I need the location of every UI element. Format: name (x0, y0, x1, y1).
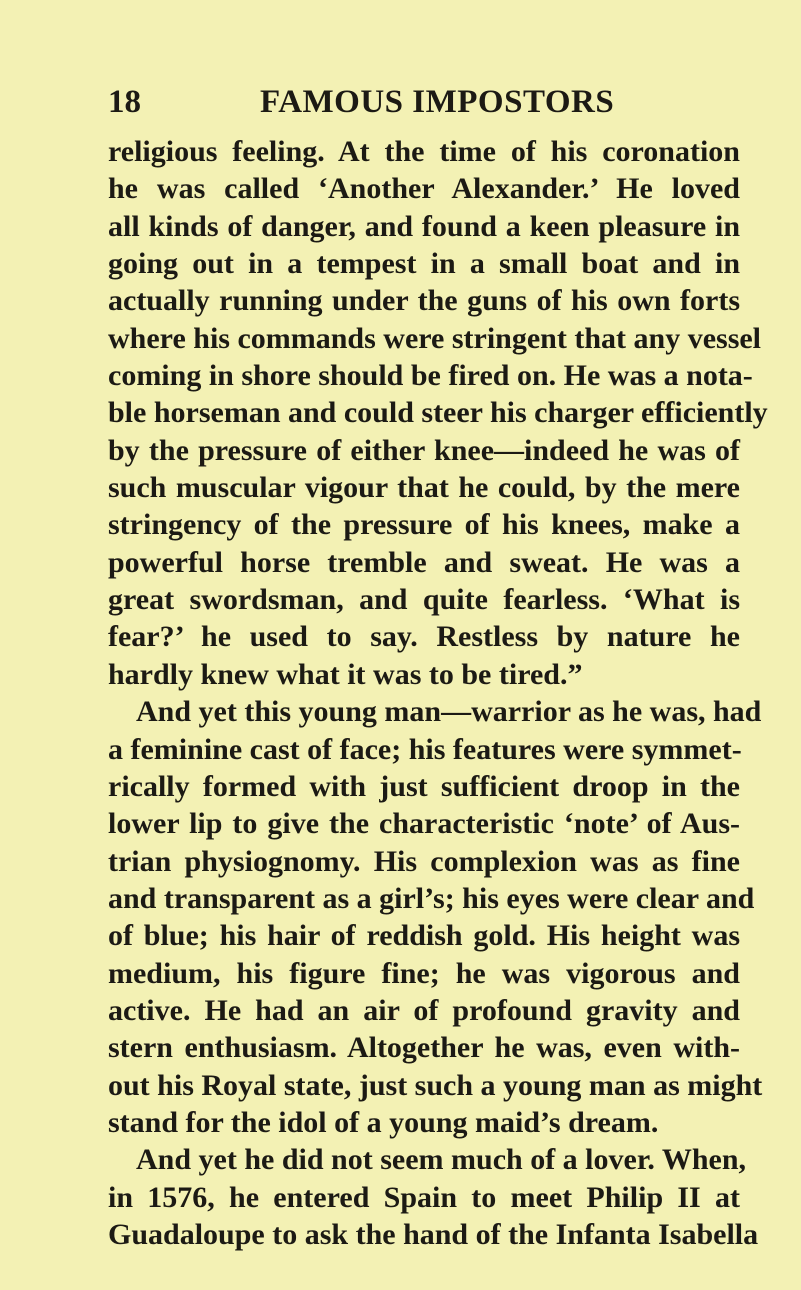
text-line: all kinds of danger, and found a keen pleasure in (108, 209, 740, 243)
text-line: And yet this young man—warrior as he was, had (136, 695, 762, 729)
text-line: of blue; his hair of reddish gold. His height was (108, 919, 740, 953)
text-line: going out in a tempest in a small boat and in (108, 247, 740, 281)
text-line: great swordsman, and quite fearless. ‘What is (108, 583, 740, 617)
text-line: And yet he did not seem much of a lover. When, (136, 1143, 747, 1177)
text-line: rically formed with just sufficient droop in the (108, 769, 740, 803)
page-number: 18 (108, 84, 141, 120)
text-line: hardly knew what it was to be tired.” (108, 657, 583, 691)
text-line: and transparent as a girl’s; his eyes were clear and (108, 881, 755, 915)
text-line: in 1576, he entered Spain to meet Philip II at (108, 1180, 740, 1214)
text-line: fear?’ he used to say. Restless by nature he (108, 620, 740, 654)
text-line: active. He had an air of profound gravity and (108, 993, 740, 1027)
text-line: lower lip to give the characteristic ‘note’ of Aus- (108, 807, 740, 841)
text-line: a feminine cast of face; his features were symmet- (108, 732, 742, 766)
text-line: stringency of the pressure of his knees, make a (108, 508, 740, 542)
text-line: actually running under the guns of his own forts (108, 284, 740, 318)
text-line: coming in shore should be fired on. He was a nota- (108, 359, 753, 393)
text-line: religious feeling. At the time of his coronation (108, 135, 740, 168)
text-line: such muscular vigour that he could, by the mere (108, 471, 740, 505)
text-line: powerful horse tremble and sweat. He was a (108, 545, 740, 579)
text-line: out his Royal state, just such a young man as might (108, 1068, 763, 1102)
text-line: trian physiognomy. His complexion was as fine (108, 844, 740, 878)
text-line: stern enthusiasm. Altogether he was, even with- (108, 1031, 740, 1065)
text-line: stand for the idol of a young maid’s dream. (108, 1105, 659, 1139)
text-line: Guadaloupe to ask the hand of the Infanta Isabella (108, 1217, 759, 1251)
text-line: medium, his figure fine; he was vigorous and (108, 956, 740, 990)
running-title: FAMOUS IMPOSTORS (260, 84, 615, 120)
text-line: ble horseman and could steer his charger efficiently (108, 396, 768, 430)
text-line: by the pressure of either knee—indeed he was of (108, 433, 740, 467)
body-text (108, 133, 768, 1253)
text-line: where his commands were stringent that any vessel (108, 321, 762, 355)
text-line: he was called ‘Another Alexander.’ He loved (108, 172, 740, 206)
page-header (108, 82, 712, 122)
